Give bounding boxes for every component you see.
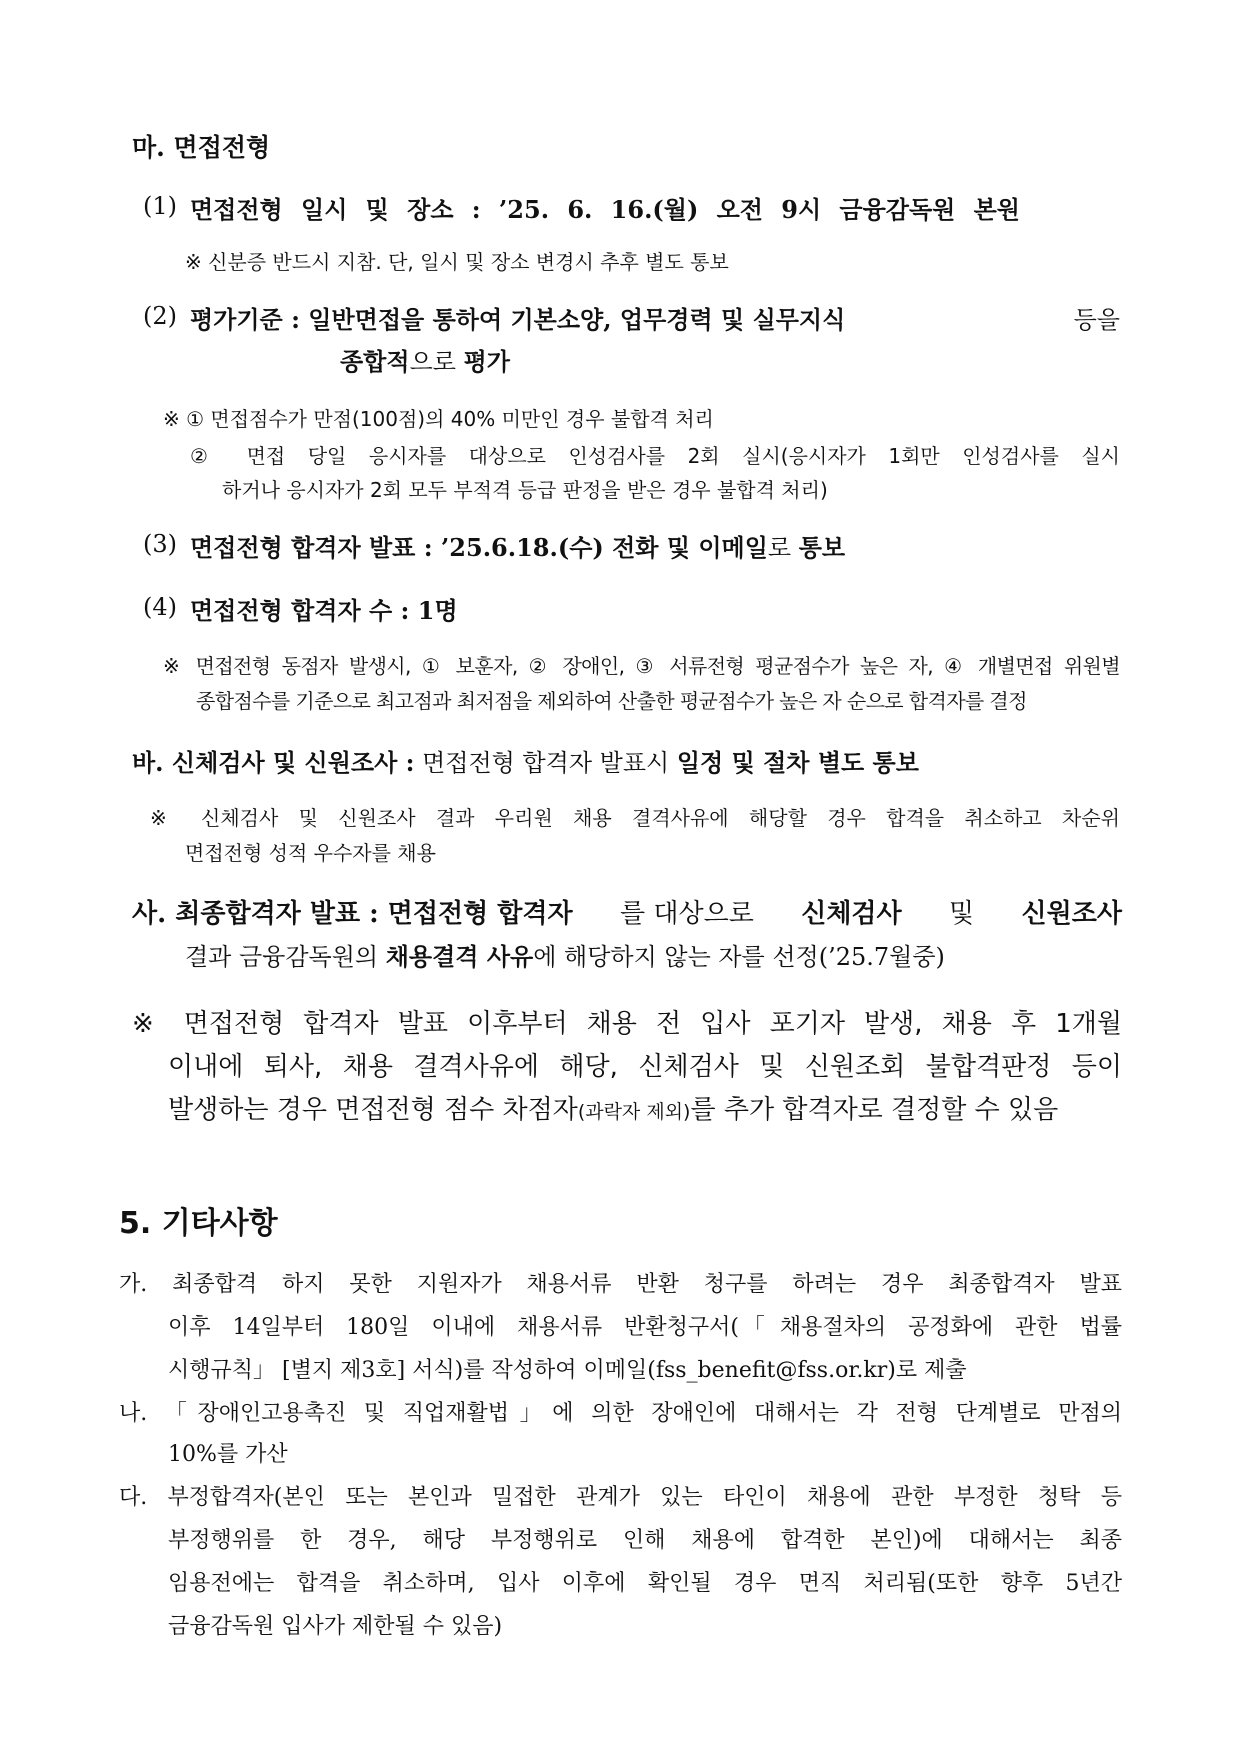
- ga-line3: 시행규칙」 [별지 제3호] 서식)를 작성하여 이메일(fss_benefit@fss.or.kr)로 제출: [168, 1358, 967, 1383]
- item4-note2: 종합점수를 기준으로 최고점과 최저점을 제외하여 산출한 평균점수가 높은 자 순으로 합격자를 결정: [196, 689, 1027, 713]
- section-sa-line1: 사. 최종합격자 발표 : 면접전형 합격자 를 대상으로 신체검사 및 신원조사: [132, 899, 1122, 929]
- item2-note2: ② 면접 당일 응시자를 대상으로 인성검사를 2회 실시(응시자가 1회만 인성검사를 실시: [190, 444, 1120, 468]
- item3-text: 면접전형 합격자 발표 : ’25.6.18.(수) 전화 및 이메일로 통보: [190, 533, 846, 562]
- section-sa-line2: 결과 금융감독원의 채용결격 사유에 해당하지 않는 자를 선정(’25.7월중): [185, 942, 945, 971]
- da-line1: 다. 부정합격자(본인 또는 본인과 밀접한 관계가 있는 타인이 채용에 관한 부정한 청탁 등: [119, 1485, 1122, 1510]
- section-ba-note2: 면접전형 성적 우수자를 채용: [185, 841, 436, 865]
- item1-number: (1): [143, 192, 177, 220]
- big-note-line1: ※ 면접전형 합격자 발표 이후부터 채용 전 입사 포기자 발생, 채용 후 1개월: [132, 1009, 1122, 1039]
- section-ba: 바. 신체검사 및 신원조사 : 면접전형 합격자 발표시 일정 및 절차 별도 통보: [132, 748, 919, 777]
- item2-line1: [190, 300, 1120, 335]
- da-line2: 부정행위를 한 경우, 해당 부정행위로 인해 채용에 합격한 본인)에 대해서는 최종: [168, 1528, 1122, 1553]
- item2-note3: 하거나 응시자가 2회 모두 부적격 등급 판정을 받은 경우 불합격 처리): [222, 478, 828, 502]
- section-5-title: 5. 기타사항: [119, 1206, 278, 1241]
- section-ma-title: 마. 면접전형: [132, 133, 271, 162]
- item1-note: ※ 신분증 반드시 지참. 단, 일시 및 장소 변경시 추후 별도 통보: [185, 250, 729, 274]
- item2-line2: 종합적으로 평가: [340, 347, 510, 376]
- item2-number: (2): [143, 302, 177, 330]
- item2-note1: ※ ① 면접점수가 만점(100점)의 40% 미만인 경우 불합격 처리: [163, 407, 714, 431]
- item4-text: 면접전형 합격자 수 : 1명: [190, 596, 458, 625]
- big-note-line3: 발생하는 경우 면접전형 점수 차점자(과락자 제외)를 추가 합격자로 결정할 수 있음: [168, 1095, 1059, 1125]
- item4-number: (4): [143, 593, 177, 621]
- da-line3: 임용전에는 합격을 취소하며, 입사 이후에 확인될 경우 면직 처리됨(또한 향후 5년간: [168, 1571, 1122, 1596]
- item3-number: (3): [143, 530, 177, 558]
- item2-bold: 평가기준 : 일반면접을 통하여 기본소양, 업무경력 및 실무지식: [190, 305, 846, 334]
- item2-plain: 등을: [1073, 306, 1120, 334]
- item4-note1: ※ 면접전형 동점자 발생시, ① 보훈자, ② 장애인, ③ 서류전형 평균점수가 높은 자, ④ 개별면접 위원별: [163, 654, 1120, 678]
- da-line4: 금융감독원 입사가 제한될 수 있음): [168, 1614, 503, 1639]
- ga-line1: 가. 최종합격 하지 못한 지원자가 채용서류 반환 청구를 하려는 경우 최종합격자 발표: [119, 1272, 1122, 1297]
- na-line1: 나. 「장애인고용촉진 및 직업재활법」에 의한 장애인에 대해서는 각 전형 단계별로 만점의: [119, 1401, 1122, 1426]
- ga-line2: 이후 14일부터 180일 이내에 채용서류 반환청구서(「채용절차의 공정화에 관한 법률: [168, 1315, 1122, 1340]
- na-line2: 10%를 가산: [168, 1442, 288, 1467]
- section-ba-note1: ※ 신체검사 및 신원조사 결과 우리원 채용 결격사유에 해당할 경우 합격을 취소하고 차순위: [150, 806, 1120, 830]
- big-note-line2: 이내에 퇴사, 채용 결격사유에 해당, 신체검사 및 신원조회 불합격판정 등이: [168, 1052, 1122, 1082]
- item1-text: 면접전형 일시 및 장소 : ’25. 6. 16.(월) 오전 9시 금융감독원 본원: [190, 195, 1020, 224]
